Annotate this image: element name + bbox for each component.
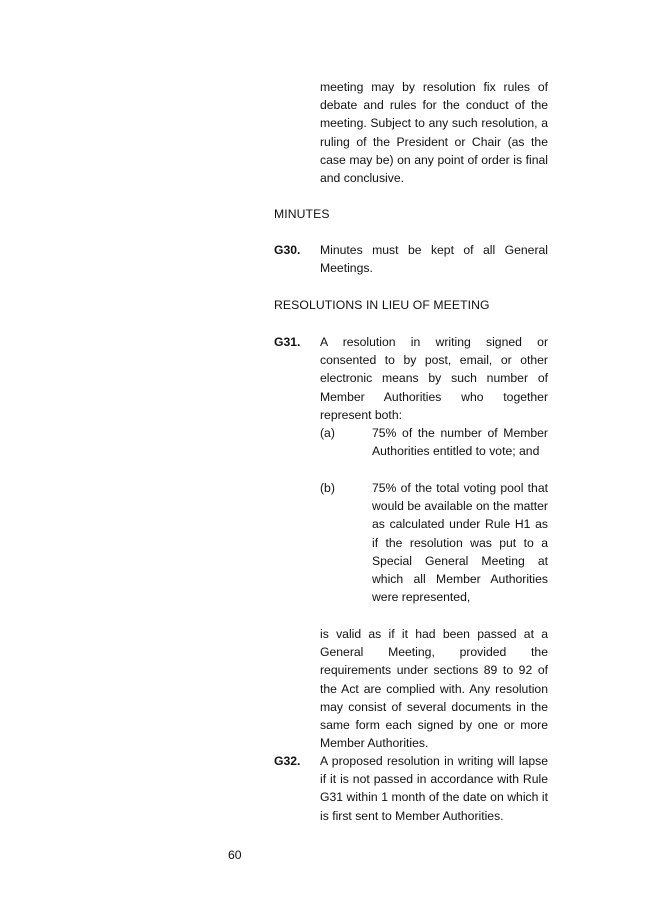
rule-text-g31-intro: A resolution in writing signed or consented to by post, email, or other electronic means by such number of Member Authorities who together represent both: [320,335,548,422]
sub-item-label-b: (b) [320,481,335,495]
sub-item-text-a: 75% of the number of Member Authorities entitled to vote; and [372,426,548,459]
rule-text-g31-closing: is valid as if it had been passed at a General Meeting, provided the requirements under sections 89 to 92 of the Act are complied with. Any resolution may consist of several documents in the same form each signed by one or more Member Authorities. [320,627,548,751]
rule-text-g32: A proposed resolution in writing will lapse if it is not passed in accordance with Rule G31 within 1 month of the date on which it is first sent to Member Authorities. [320,754,548,823]
continuation-paragraph: meeting may by resolution fix rules of debate and rules for the conduct of the meeting. Subject to any such resolution, a ruling of the President or Chair (as the case may be) on any point of order is final and conclusive. [320,80,548,186]
section-heading-resolutions: RESOLUTIONS IN LIEU OF MEETING [274,298,490,312]
sub-item-text-b: 75% of the total voting pool that would be available on the matter as calculated under Rule H1 as if the resolution was put to a Special General Meeting at which all Member Authorities were represented, [372,481,548,605]
rule-text-g30: Minutes must be kept of all General Meetings. [320,243,548,276]
section-heading-minutes: MINUTES [274,207,330,221]
rule-number-g30: G30. [274,243,301,257]
rule-number-g32: G32. [274,754,301,768]
sub-item-label-a: (a) [320,426,335,440]
page-number: 60 [228,848,242,862]
rule-number-g31: G31. [274,335,301,349]
